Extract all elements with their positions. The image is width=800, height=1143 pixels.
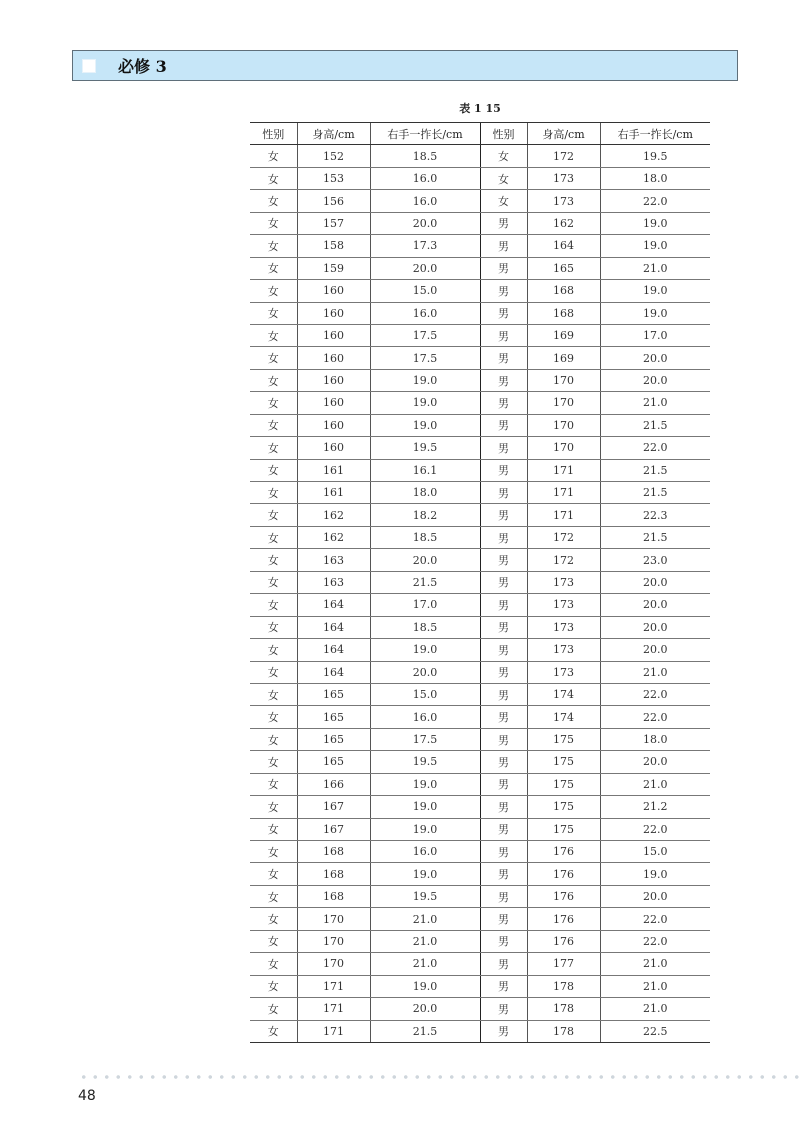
cell-sex: 男 [480, 482, 527, 504]
cell-sex: 男 [480, 257, 527, 279]
cell-sex: 女 [250, 526, 297, 548]
cell-height: 173 [527, 661, 600, 683]
cell-hand-span: 20.0 [600, 616, 710, 638]
cell-hand-span: 19.5 [370, 751, 480, 773]
cell-hand-span: 22.0 [600, 706, 710, 728]
cell-hand-span: 21.0 [370, 953, 480, 975]
cell-sex: 男 [480, 751, 527, 773]
cell-sex: 女 [250, 482, 297, 504]
cell-hand-span: 18.2 [370, 504, 480, 526]
cell-height: 168 [527, 280, 600, 302]
cell-height: 171 [297, 998, 370, 1020]
cell-height: 170 [527, 414, 600, 436]
column-header-sex: 性别 [250, 123, 297, 145]
table-row [250, 347, 710, 369]
cell-sex: 男 [480, 526, 527, 548]
cell-height: 170 [297, 930, 370, 952]
table-row [250, 212, 710, 234]
table-row [250, 616, 710, 638]
cell-sex: 女 [250, 459, 297, 481]
cell-sex: 男 [480, 459, 527, 481]
cell-hand-span: 22.5 [600, 1020, 710, 1042]
table-caption: 表 1 15 [459, 102, 501, 115]
cell-sex: 女 [250, 504, 297, 526]
cell-height: 176 [527, 930, 600, 952]
cell-height: 169 [527, 347, 600, 369]
cell-hand-span: 16.0 [370, 302, 480, 324]
cell-sex: 男 [480, 616, 527, 638]
cell-sex: 女 [250, 1020, 297, 1042]
cell-height: 165 [297, 751, 370, 773]
cell-height: 171 [527, 482, 600, 504]
cell-sex: 女 [250, 863, 297, 885]
cell-hand-span: 21.5 [600, 414, 710, 436]
cell-sex: 女 [250, 392, 297, 414]
table-row [250, 975, 710, 997]
cell-sex: 男 [480, 796, 527, 818]
cell-hand-span: 22.3 [600, 504, 710, 526]
cell-hand-span: 21.0 [370, 908, 480, 930]
table-row [250, 751, 710, 773]
table-body [250, 145, 710, 1043]
cell-height: 167 [297, 818, 370, 840]
cell-sex: 女 [250, 998, 297, 1020]
table-row [250, 526, 710, 548]
cell-sex: 男 [480, 863, 527, 885]
cell-sex: 女 [250, 683, 297, 705]
cell-sex: 男 [480, 437, 527, 459]
table-row [250, 639, 710, 661]
cell-hand-span: 19.5 [370, 885, 480, 907]
table-row [250, 167, 710, 189]
table-row [250, 818, 710, 840]
cell-height: 178 [527, 1020, 600, 1042]
cell-sex: 男 [480, 683, 527, 705]
table-row [250, 885, 710, 907]
cell-sex: 男 [480, 998, 527, 1020]
cell-height: 163 [297, 571, 370, 593]
cell-sex: 男 [480, 975, 527, 997]
cell-hand-span: 22.0 [600, 930, 710, 952]
cell-height: 174 [527, 683, 600, 705]
cell-hand-span: 19.0 [600, 212, 710, 234]
table-row [250, 257, 710, 279]
cell-sex: 男 [480, 728, 527, 750]
cell-sex: 女 [250, 571, 297, 593]
data-table [250, 122, 710, 1043]
cell-sex: 女 [250, 773, 297, 795]
cell-height: 160 [297, 280, 370, 302]
table-row [250, 504, 710, 526]
cell-height: 164 [297, 616, 370, 638]
table-row [250, 482, 710, 504]
cell-hand-span: 15.0 [600, 841, 710, 863]
cell-height: 156 [297, 190, 370, 212]
table-row [250, 953, 710, 975]
cell-height: 177 [527, 953, 600, 975]
cell-sex: 女 [250, 975, 297, 997]
cell-height: 173 [527, 190, 600, 212]
table-row [250, 437, 710, 459]
cell-height: 174 [527, 706, 600, 728]
cell-height: 170 [527, 369, 600, 391]
cell-sex: 男 [480, 302, 527, 324]
column-header-height: 身高/cm [527, 123, 600, 145]
table-row [250, 930, 710, 952]
table-row [250, 863, 710, 885]
cell-hand-span: 19.0 [600, 235, 710, 257]
cell-sex: 女 [250, 257, 297, 279]
cell-hand-span: 20.0 [370, 661, 480, 683]
cell-height: 170 [297, 953, 370, 975]
cell-sex: 女 [250, 706, 297, 728]
cell-sex: 男 [480, 324, 527, 346]
page-number: 48 [78, 1088, 96, 1104]
cell-sex: 女 [250, 324, 297, 346]
cell-sex: 男 [480, 818, 527, 840]
cell-hand-span: 17.0 [600, 324, 710, 346]
cell-hand-span: 21.0 [600, 661, 710, 683]
cell-sex: 女 [480, 145, 527, 167]
cell-hand-span: 19.0 [600, 302, 710, 324]
cell-hand-span: 18.5 [370, 145, 480, 167]
cell-sex: 男 [480, 841, 527, 863]
cell-height: 171 [297, 975, 370, 997]
cell-sex: 男 [480, 639, 527, 661]
cell-height: 163 [297, 549, 370, 571]
cell-hand-span: 20.0 [370, 257, 480, 279]
cell-sex: 男 [480, 280, 527, 302]
cell-sex: 男 [480, 549, 527, 571]
cell-height: 160 [297, 324, 370, 346]
column-header-hand-span: 右手一拃长/cm [370, 123, 480, 145]
cell-sex: 女 [250, 908, 297, 930]
cell-hand-span: 21.5 [600, 482, 710, 504]
section-header-band [72, 50, 738, 81]
cell-hand-span: 19.0 [370, 863, 480, 885]
cell-sex: 女 [250, 145, 297, 167]
cell-hand-span: 21.5 [370, 1020, 480, 1042]
cell-sex: 男 [480, 1020, 527, 1042]
cell-hand-span: 17.5 [370, 347, 480, 369]
cell-height: 176 [527, 863, 600, 885]
cell-height: 168 [297, 841, 370, 863]
cell-height: 162 [297, 526, 370, 548]
cell-height: 175 [527, 818, 600, 840]
cell-hand-span: 22.0 [600, 190, 710, 212]
cell-hand-span: 20.0 [370, 212, 480, 234]
cell-sex: 男 [480, 504, 527, 526]
cell-sex: 男 [480, 908, 527, 930]
cell-hand-span: 20.0 [600, 751, 710, 773]
table-row [250, 773, 710, 795]
table-row [250, 392, 710, 414]
table-row [250, 728, 710, 750]
table-header-row [250, 123, 710, 145]
cell-sex: 女 [250, 212, 297, 234]
table-row [250, 908, 710, 930]
cell-sex: 男 [480, 347, 527, 369]
table-row [250, 683, 710, 705]
cell-height: 178 [527, 998, 600, 1020]
cell-height: 162 [527, 212, 600, 234]
cell-hand-span: 16.0 [370, 706, 480, 728]
cell-height: 172 [527, 145, 600, 167]
table-row [250, 549, 710, 571]
cell-sex: 女 [250, 190, 297, 212]
cell-height: 175 [527, 796, 600, 818]
cell-hand-span: 21.0 [600, 998, 710, 1020]
cell-hand-span: 19.0 [370, 773, 480, 795]
cell-sex: 女 [250, 549, 297, 571]
cell-hand-span: 22.0 [600, 683, 710, 705]
table-row [250, 1020, 710, 1042]
cell-height: 176 [527, 885, 600, 907]
cell-height: 166 [297, 773, 370, 795]
cell-hand-span: 21.2 [600, 796, 710, 818]
cell-hand-span: 18.0 [370, 482, 480, 504]
table-row [250, 324, 710, 346]
section-title: 必修 3 [118, 57, 167, 76]
cell-height: 173 [527, 594, 600, 616]
cell-sex: 男 [480, 773, 527, 795]
cell-height: 175 [527, 751, 600, 773]
table-row [250, 594, 710, 616]
cell-hand-span: 21.0 [600, 392, 710, 414]
cell-sex: 女 [250, 661, 297, 683]
cell-hand-span: 21.0 [600, 257, 710, 279]
cell-sex: 女 [250, 841, 297, 863]
cell-hand-span: 23.0 [600, 549, 710, 571]
cell-height: 159 [297, 257, 370, 279]
cell-hand-span: 17.5 [370, 728, 480, 750]
cell-height: 173 [527, 616, 600, 638]
column-header-hand-span: 右手一拃长/cm [600, 123, 710, 145]
cell-sex: 男 [480, 571, 527, 593]
table-row [250, 841, 710, 863]
table-row [250, 661, 710, 683]
cell-height: 164 [297, 594, 370, 616]
cell-hand-span: 18.5 [370, 526, 480, 548]
cell-height: 173 [527, 639, 600, 661]
cell-hand-span: 16.0 [370, 167, 480, 189]
cell-height: 172 [527, 526, 600, 548]
cell-height: 160 [297, 369, 370, 391]
cell-sex: 男 [480, 930, 527, 952]
cell-height: 168 [527, 302, 600, 324]
cell-height: 160 [297, 437, 370, 459]
cell-sex: 女 [250, 616, 297, 638]
cell-height: 168 [297, 885, 370, 907]
table-row [250, 998, 710, 1020]
cell-hand-span: 16.0 [370, 190, 480, 212]
cell-sex: 男 [480, 235, 527, 257]
cell-height: 171 [527, 504, 600, 526]
cell-height: 160 [297, 347, 370, 369]
table-row [250, 459, 710, 481]
cell-height: 170 [297, 908, 370, 930]
square-icon [82, 59, 96, 73]
cell-height: 165 [297, 683, 370, 705]
cell-height: 176 [527, 841, 600, 863]
cell-hand-span: 22.0 [600, 818, 710, 840]
cell-hand-span: 19.5 [600, 145, 710, 167]
cell-sex: 女 [250, 369, 297, 391]
table-row [250, 235, 710, 257]
table-row [250, 571, 710, 593]
cell-sex: 女 [250, 347, 297, 369]
cell-sex: 女 [250, 167, 297, 189]
cell-hand-span: 20.0 [600, 639, 710, 661]
cell-sex: 男 [480, 885, 527, 907]
column-header-sex: 性别 [480, 123, 527, 145]
cell-height: 171 [297, 1020, 370, 1042]
cell-height: 173 [527, 167, 600, 189]
cell-hand-span: 21.0 [600, 953, 710, 975]
cell-sex: 女 [250, 235, 297, 257]
table-row [250, 280, 710, 302]
cell-hand-span: 20.0 [370, 549, 480, 571]
table-row [250, 145, 710, 167]
cell-height: 173 [527, 571, 600, 593]
cell-hand-span: 15.0 [370, 683, 480, 705]
cell-hand-span: 21.5 [600, 526, 710, 548]
cell-hand-span: 21.0 [600, 975, 710, 997]
cell-hand-span: 22.0 [600, 437, 710, 459]
cell-height: 165 [527, 257, 600, 279]
cell-hand-span: 19.5 [370, 437, 480, 459]
cell-height: 160 [297, 414, 370, 436]
cell-hand-span: 19.0 [370, 639, 480, 661]
cell-sex: 女 [480, 190, 527, 212]
cell-hand-span: 19.0 [370, 392, 480, 414]
cell-sex: 女 [250, 728, 297, 750]
cell-height: 170 [527, 392, 600, 414]
cell-sex: 男 [480, 953, 527, 975]
cell-hand-span: 20.0 [600, 369, 710, 391]
cell-height: 161 [297, 482, 370, 504]
cell-hand-span: 20.0 [600, 347, 710, 369]
cell-height: 168 [297, 863, 370, 885]
cell-height: 152 [297, 145, 370, 167]
cell-hand-span: 16.1 [370, 459, 480, 481]
cell-sex: 女 [250, 302, 297, 324]
cell-hand-span: 21.0 [370, 930, 480, 952]
cell-hand-span: 18.5 [370, 616, 480, 638]
cell-hand-span: 18.0 [600, 728, 710, 750]
cell-height: 175 [527, 728, 600, 750]
cell-hand-span: 21.5 [600, 459, 710, 481]
cell-sex: 男 [480, 414, 527, 436]
cell-hand-span: 19.0 [370, 369, 480, 391]
cell-sex: 女 [250, 930, 297, 952]
cell-hand-span: 19.0 [370, 796, 480, 818]
cell-height: 170 [527, 437, 600, 459]
column-header-height: 身高/cm [297, 123, 370, 145]
cell-hand-span: 19.0 [600, 863, 710, 885]
cell-height: 172 [527, 549, 600, 571]
cell-sex: 女 [250, 437, 297, 459]
cell-height: 161 [297, 459, 370, 481]
cell-hand-span: 17.0 [370, 594, 480, 616]
cell-height: 160 [297, 302, 370, 324]
table-row [250, 369, 710, 391]
cell-hand-span: 20.0 [370, 998, 480, 1020]
table-row [250, 302, 710, 324]
cell-hand-span: 21.0 [600, 773, 710, 795]
table-row [250, 706, 710, 728]
cell-sex: 男 [480, 212, 527, 234]
cell-height: 162 [297, 504, 370, 526]
table-row [250, 796, 710, 818]
cell-height: 164 [297, 661, 370, 683]
cell-height: 167 [297, 796, 370, 818]
cell-hand-span: 15.0 [370, 280, 480, 302]
cell-hand-span: 19.0 [370, 414, 480, 436]
cell-sex: 女 [250, 639, 297, 661]
cell-hand-span: 19.0 [370, 818, 480, 840]
table-row [250, 190, 710, 212]
cell-height: 178 [527, 975, 600, 997]
cell-sex: 女 [250, 594, 297, 616]
cell-hand-span: 20.0 [600, 885, 710, 907]
cell-hand-span: 19.0 [600, 280, 710, 302]
cell-height: 175 [527, 773, 600, 795]
cell-hand-span: 21.5 [370, 571, 480, 593]
cell-hand-span: 17.3 [370, 235, 480, 257]
cell-hand-span: 17.5 [370, 324, 480, 346]
table-row [250, 414, 710, 436]
cell-sex: 男 [480, 594, 527, 616]
cell-sex: 女 [250, 818, 297, 840]
cell-sex: 男 [480, 392, 527, 414]
cell-sex: 女 [250, 885, 297, 907]
cell-sex: 女 [250, 280, 297, 302]
cell-hand-span: 19.0 [370, 975, 480, 997]
cell-height: 165 [297, 728, 370, 750]
cell-sex: 女 [250, 796, 297, 818]
cell-sex: 女 [480, 167, 527, 189]
cell-sex: 女 [250, 953, 297, 975]
cell-height: 160 [297, 392, 370, 414]
cell-sex: 女 [250, 751, 297, 773]
cell-height: 164 [297, 639, 370, 661]
cell-height: 153 [297, 167, 370, 189]
cell-hand-span: 18.0 [600, 167, 710, 189]
cell-sex: 男 [480, 661, 527, 683]
cell-height: 157 [297, 212, 370, 234]
cell-sex: 男 [480, 706, 527, 728]
cell-height: 164 [527, 235, 600, 257]
cell-height: 176 [527, 908, 600, 930]
cell-height: 171 [527, 459, 600, 481]
cell-height: 169 [527, 324, 600, 346]
cell-hand-span: 20.0 [600, 571, 710, 593]
cell-hand-span: 22.0 [600, 908, 710, 930]
cell-height: 165 [297, 706, 370, 728]
cell-hand-span: 20.0 [600, 594, 710, 616]
cell-sex: 男 [480, 369, 527, 391]
cell-height: 158 [297, 235, 370, 257]
cell-hand-span: 16.0 [370, 841, 480, 863]
dotted-divider [78, 1074, 800, 1080]
cell-sex: 女 [250, 414, 297, 436]
